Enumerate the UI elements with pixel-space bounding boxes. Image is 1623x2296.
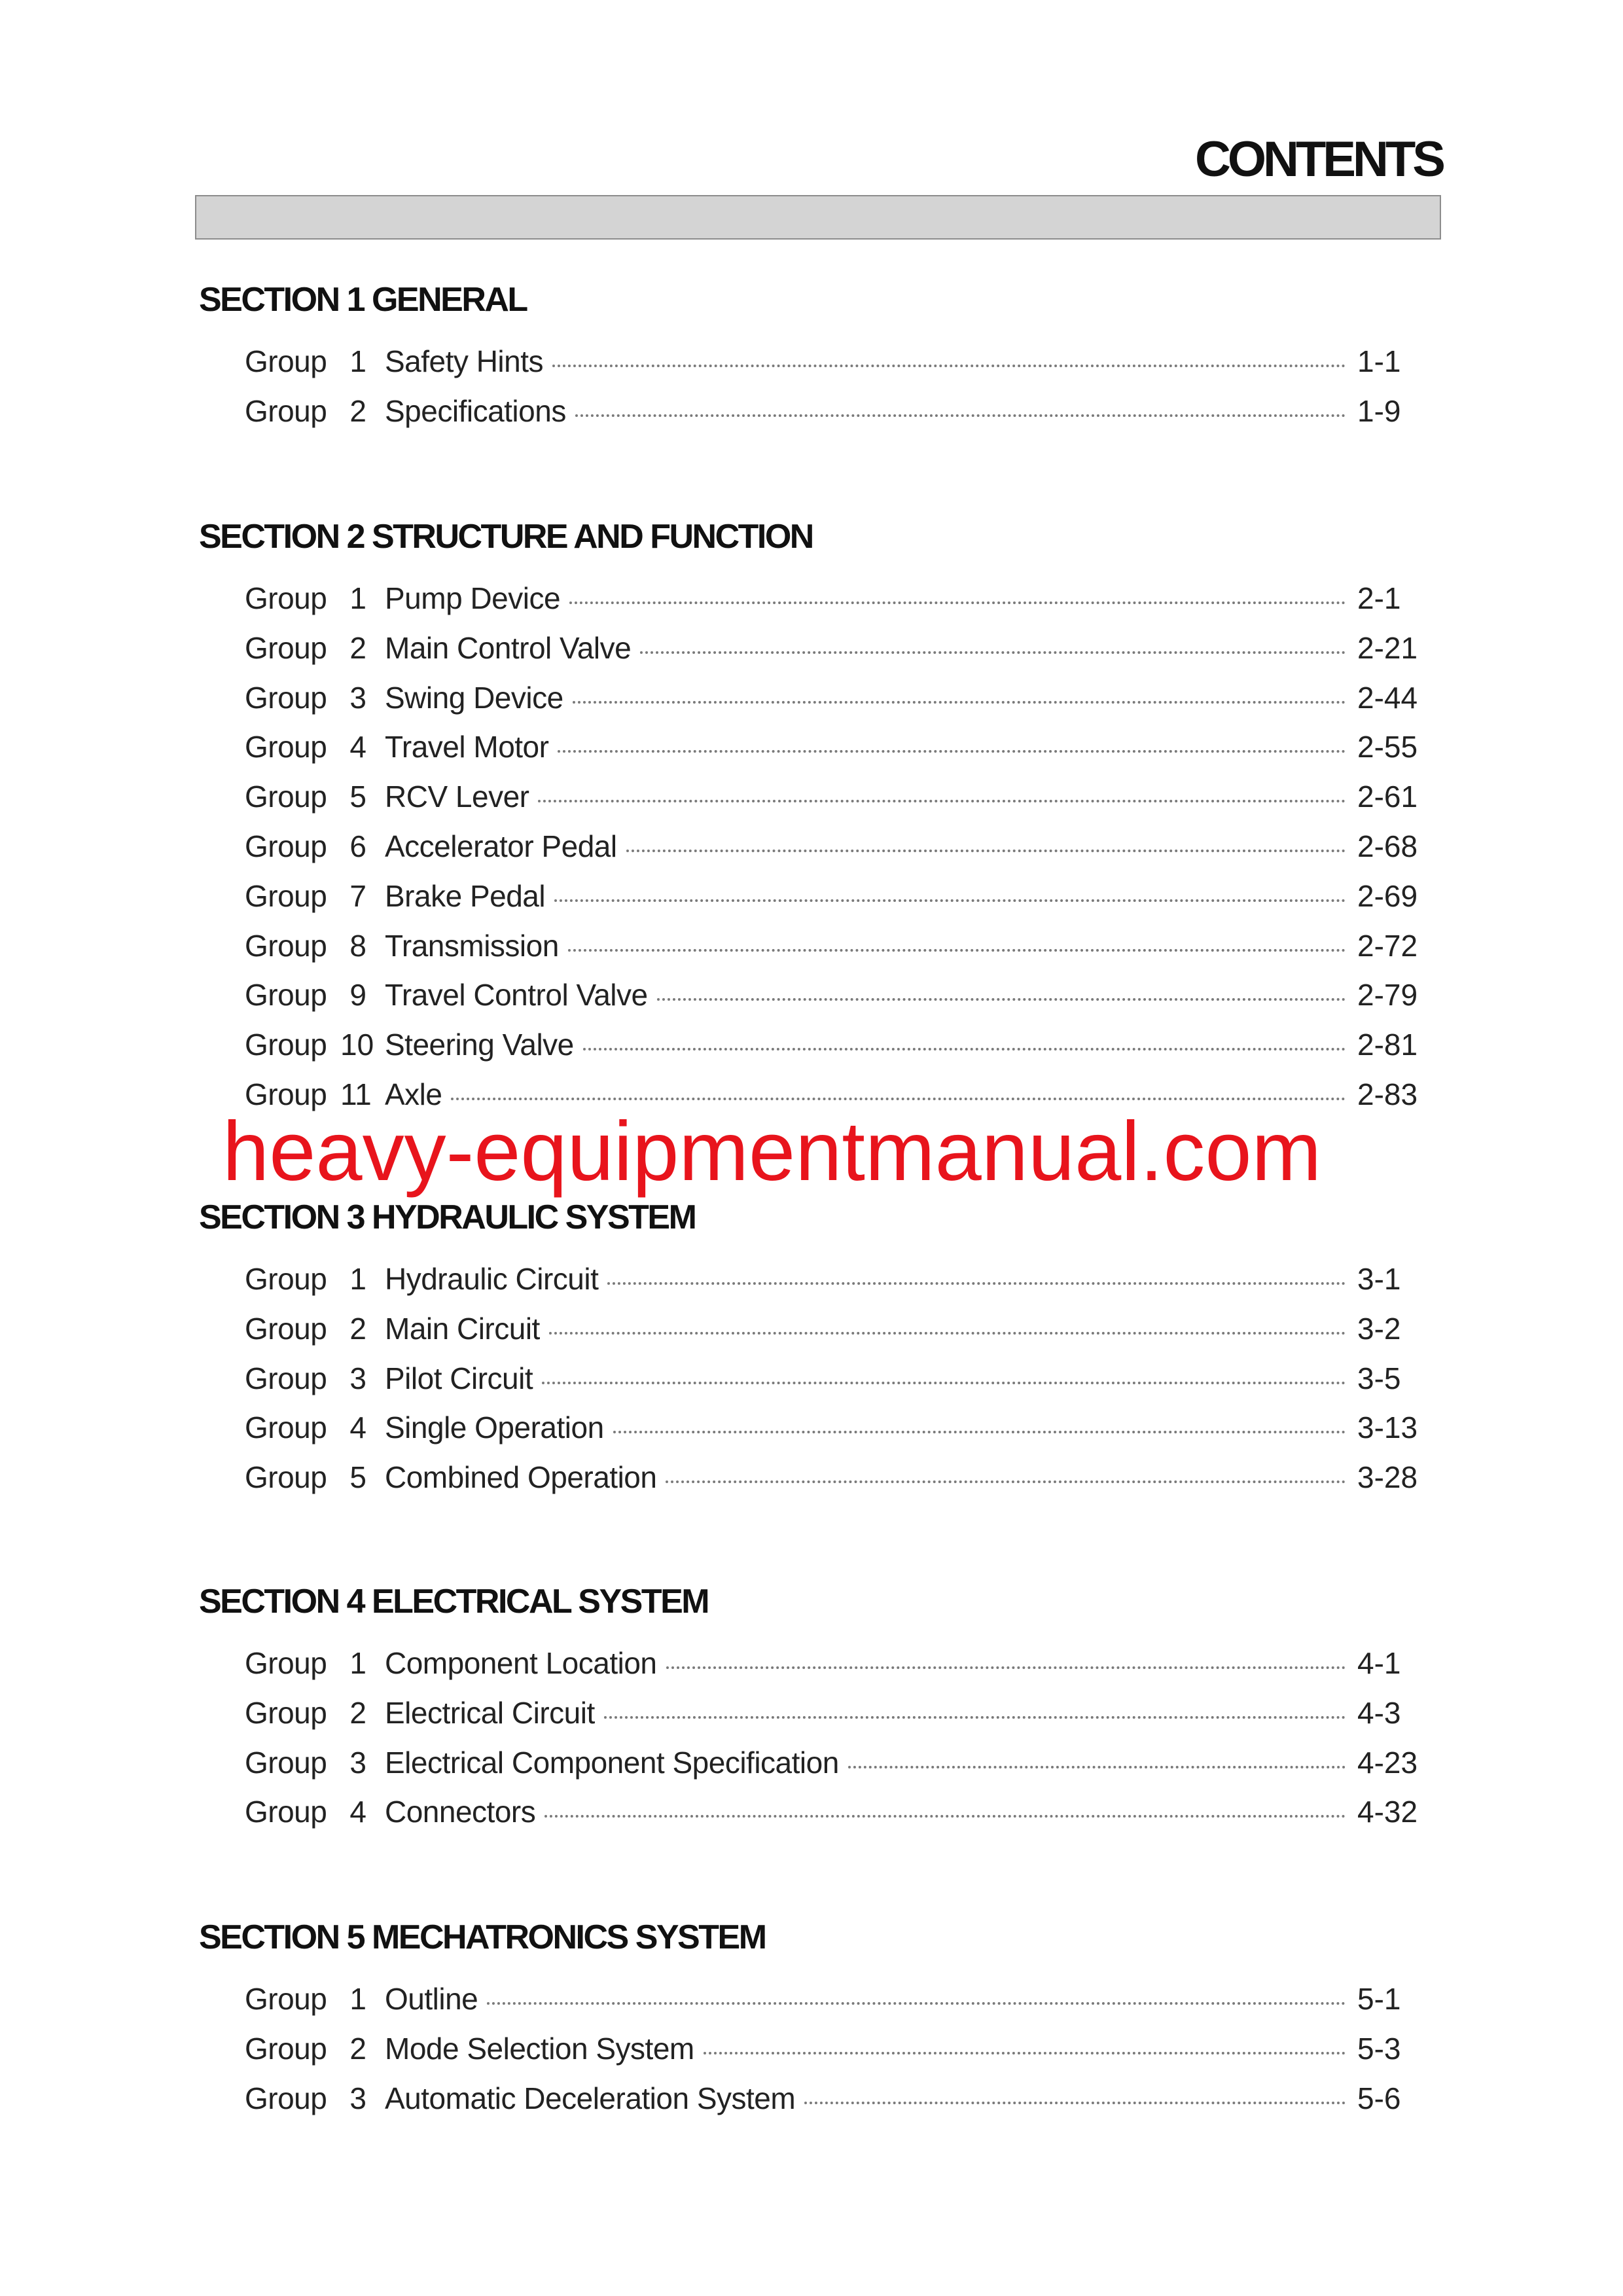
toc-group-label: Group <box>245 780 327 814</box>
toc-entry[interactable] <box>245 573 1427 623</box>
toc-group-number: 2 <box>349 630 366 665</box>
toc-entry[interactable] <box>245 1403 1427 1452</box>
toc-entry[interactable] <box>245 336 1427 386</box>
toc-group-number: 8 <box>349 928 366 963</box>
toc-entry-title: Mode Selection System <box>385 2031 694 2066</box>
toc-entry[interactable] <box>245 2073 1427 2123</box>
toc-entry-title: RCV Lever <box>385 780 529 814</box>
toc-group-label: Group <box>245 1311 327 1346</box>
toc-entry-title: Transmission <box>385 928 559 963</box>
toc-group-number: 10 <box>340 1028 374 1062</box>
toc-entry-title: Component Location <box>385 1646 657 1680</box>
dot-leader <box>613 1431 1346 1433</box>
toc-group-label: Group <box>245 1982 327 2016</box>
toc-group-label: Group <box>245 928 327 963</box>
toc-page-number: 5-6 <box>1357 2081 1401 2115</box>
dot-leader <box>549 1332 1346 1335</box>
toc-page-number: 2-44 <box>1357 680 1418 715</box>
toc-group-label: Group <box>245 344 327 378</box>
dot-leader <box>666 1480 1346 1483</box>
toc-group-number: 1 <box>349 1646 366 1680</box>
toc-entry[interactable] <box>245 871 1427 921</box>
toc-group-number: 1 <box>349 1982 366 2016</box>
dot-leader <box>487 2002 1346 2005</box>
section-heading: SECTION 1 GENERAL <box>199 281 527 319</box>
toc-group-number: 2 <box>349 1695 366 1730</box>
toc-page-number: 2-61 <box>1357 780 1418 814</box>
toc-group-number: 2 <box>349 1311 366 1346</box>
toc-entry-title: Connectors <box>385 1795 536 1829</box>
toc-group-number: 3 <box>349 680 366 715</box>
toc-entry-title: Automatic Deceleration System <box>385 2081 796 2115</box>
watermark: heavy-equipmentmanual.com <box>223 1105 1322 1198</box>
toc-entry-title: Axle <box>385 1077 442 1111</box>
dot-leader <box>804 2102 1346 2104</box>
toc-group-label: Group <box>245 829 327 863</box>
toc-entry-title: Accelerator Pedal <box>385 829 617 863</box>
toc-group-label: Group <box>245 680 327 715</box>
toc-entry[interactable] <box>245 623 1427 673</box>
toc-group-number: 6 <box>349 829 366 863</box>
toc-group-number: 2 <box>349 2031 366 2066</box>
toc-group-number: 11 <box>340 1077 372 1111</box>
dot-leader <box>604 1716 1346 1719</box>
toc-group-label: Group <box>245 1028 327 1062</box>
dot-leader <box>451 1098 1346 1100</box>
toc-group-label: Group <box>245 1745 327 1780</box>
dot-leader <box>542 1382 1346 1384</box>
toc-page-number: 3-1 <box>1357 1262 1401 1296</box>
dot-leader <box>544 1815 1346 1818</box>
toc-entry[interactable] <box>245 1688 1427 1738</box>
toc-entry-title: Specifications <box>385 393 566 428</box>
toc-page-number: 4-1 <box>1357 1646 1401 1680</box>
toc-entry[interactable] <box>245 970 1427 1020</box>
toc-entry-title: Electrical Circuit <box>385 1695 595 1730</box>
toc-group-label: Group <box>245 978 327 1013</box>
toc-entry-title: Travel Control Valve <box>385 978 648 1013</box>
toc-group-number: 1 <box>349 581 366 615</box>
toc-group-number: 5 <box>349 780 366 814</box>
toc-entry-title: Outline <box>385 1982 478 2016</box>
toc-group-number: 4 <box>349 1410 366 1445</box>
toc-entry[interactable] <box>245 722 1427 772</box>
toc-entry[interactable] <box>245 1974 1427 2024</box>
toc-page-number: 3-2 <box>1357 1311 1401 1346</box>
dot-leader <box>583 1048 1346 1050</box>
section-heading: SECTION 2 STRUCTURE AND FUNCTION <box>199 518 813 556</box>
toc-group-label: Group <box>245 1077 327 1111</box>
toc-entry-title: Hydraulic Circuit <box>385 1262 599 1296</box>
dot-leader <box>657 998 1346 1001</box>
dot-leader <box>568 949 1346 952</box>
toc-group-label: Group <box>245 1410 327 1445</box>
toc-group-number: 1 <box>349 344 366 378</box>
page-title: CONTENTS <box>1195 132 1442 187</box>
toc-group-label: Group <box>245 393 327 428</box>
toc-entry[interactable] <box>245 772 1427 821</box>
toc-group-label: Group <box>245 878 327 913</box>
toc-page-number: 3-28 <box>1357 1460 1418 1495</box>
toc-entry-title: Pilot Circuit <box>385 1361 533 1395</box>
dot-leader <box>607 1282 1346 1285</box>
toc-entry[interactable] <box>245 386 1427 436</box>
toc-entry-title: Combined Operation <box>385 1460 657 1495</box>
dot-leader <box>573 701 1346 704</box>
toc-page-number: 2-81 <box>1357 1028 1418 1062</box>
toc-group-label: Group <box>245 1361 327 1395</box>
toc-group-label: Group <box>245 630 327 665</box>
dot-leader <box>558 750 1346 753</box>
toc-page-number: 1-9 <box>1357 393 1401 428</box>
toc-page-number: 2-55 <box>1357 730 1418 764</box>
dot-leader <box>554 899 1346 902</box>
toc-entry-title: Electrical Component Specification <box>385 1745 839 1780</box>
toc-page-number: 4-32 <box>1357 1795 1418 1829</box>
toc-page-number: 2-69 <box>1357 878 1418 913</box>
toc-page-number: 2-21 <box>1357 630 1418 665</box>
toc-group-label: Group <box>245 2031 327 2066</box>
title-bar <box>195 195 1441 240</box>
dot-leader <box>626 850 1346 852</box>
toc-entry[interactable] <box>245 1020 1427 1069</box>
toc-group-label: Group <box>245 1460 327 1495</box>
toc-entry[interactable] <box>245 1787 1427 1837</box>
toc-entry[interactable] <box>245 1254 1427 1304</box>
toc-group-label: Group <box>245 2081 327 2115</box>
dot-leader <box>666 1666 1346 1669</box>
toc-page-number: 2-1 <box>1357 581 1401 615</box>
toc-group-label: Group <box>245 730 327 764</box>
dot-leader <box>538 800 1346 802</box>
toc-group-label: Group <box>245 1695 327 1730</box>
toc-entry-title: Travel Motor <box>385 730 549 764</box>
toc-page-number: 5-3 <box>1357 2031 1401 2066</box>
toc-group-label: Group <box>245 1646 327 1680</box>
section-heading: SECTION 3 HYDRAULIC SYSTEM <box>199 1198 696 1236</box>
toc-group-number: 3 <box>349 1361 366 1395</box>
section-heading: SECTION 5 MECHATRONICS SYSTEM <box>199 1918 766 1956</box>
toc-group-number: 1 <box>349 1262 366 1296</box>
toc-page-number: 2-83 <box>1357 1077 1418 1111</box>
toc-group-label: Group <box>245 1795 327 1829</box>
toc-entry-title: Main Control Valve <box>385 630 632 665</box>
toc-entry-title: Safety Hints <box>385 344 543 378</box>
toc-entry-title: Single Operation <box>385 1410 604 1445</box>
toc-group-number: 7 <box>349 878 366 913</box>
toc-page-number: 3-5 <box>1357 1361 1401 1395</box>
toc-page-number: 4-3 <box>1357 1695 1401 1730</box>
dot-leader <box>848 1766 1346 1768</box>
toc-entry[interactable] <box>245 1738 1427 1787</box>
toc-page-number: 2-68 <box>1357 829 1418 863</box>
toc-group-number: 4 <box>349 730 366 764</box>
toc-entry-title: Pump Device <box>385 581 561 615</box>
toc-entry-title: Steering Valve <box>385 1028 574 1062</box>
toc-group-number: 3 <box>349 1745 366 1780</box>
toc-page-number: 2-79 <box>1357 978 1418 1013</box>
dot-leader <box>552 365 1346 367</box>
toc-entry-title: Main Circuit <box>385 1311 540 1346</box>
toc-page-number: 4-23 <box>1357 1745 1418 1780</box>
toc-group-number: 2 <box>349 393 366 428</box>
toc-page-number: 5-1 <box>1357 1982 1401 2016</box>
dot-leader <box>704 2052 1346 2054</box>
toc-page-number: 2-72 <box>1357 928 1418 963</box>
toc-page-number: 1-1 <box>1357 344 1401 378</box>
toc-group-label: Group <box>245 581 327 615</box>
toc-entry[interactable] <box>245 2024 1427 2073</box>
toc-entry-title: Brake Pedal <box>385 878 546 913</box>
dot-leader <box>569 601 1346 604</box>
toc-entry-title: Swing Device <box>385 680 563 715</box>
toc-entry[interactable] <box>245 1638 1427 1688</box>
dot-leader <box>640 651 1346 654</box>
toc-entry[interactable] <box>245 1452 1427 1502</box>
toc-group-label: Group <box>245 1262 327 1296</box>
section-heading: SECTION 4 ELECTRICAL SYSTEM <box>199 1583 709 1621</box>
toc-group-number: 3 <box>349 2081 366 2115</box>
toc-entry[interactable] <box>245 1354 1427 1403</box>
toc-group-number: 9 <box>349 978 366 1013</box>
toc-entry[interactable] <box>245 1304 1427 1354</box>
toc-group-number: 5 <box>349 1460 366 1495</box>
toc-group-number: 4 <box>349 1795 366 1829</box>
toc-entry[interactable] <box>245 673 1427 723</box>
toc-entry[interactable] <box>245 921 1427 971</box>
dot-leader <box>575 414 1346 417</box>
toc-entry[interactable] <box>245 821 1427 871</box>
toc-page-number: 3-13 <box>1357 1410 1418 1445</box>
